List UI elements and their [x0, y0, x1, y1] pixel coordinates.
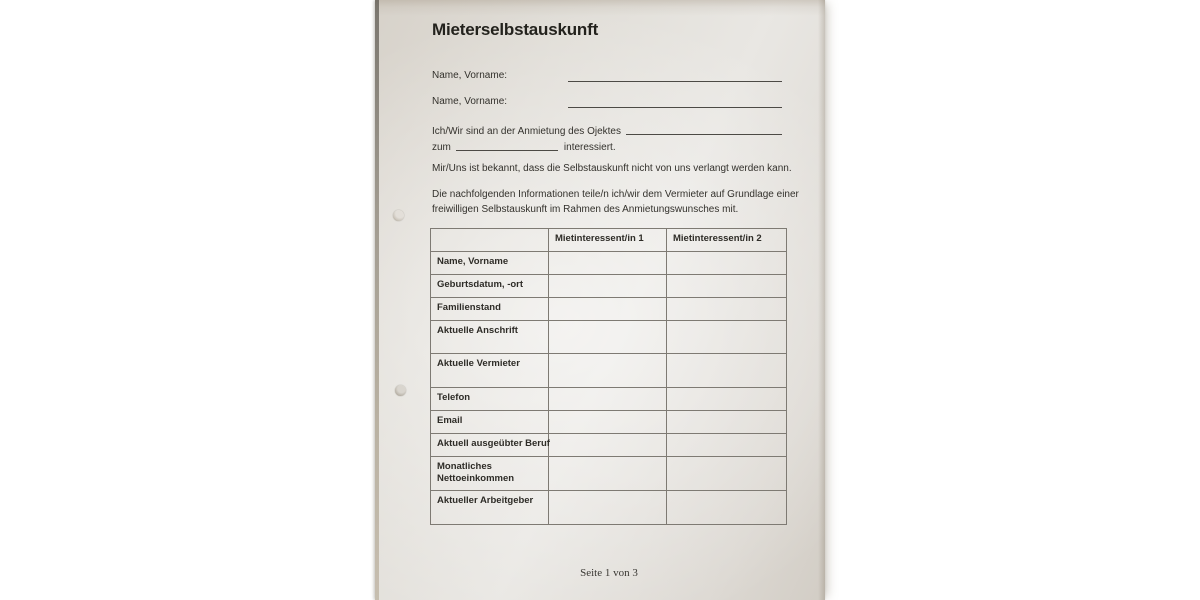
form-title: Mieterselbstauskunft [432, 20, 599, 39]
row-label: Aktuelle Anschrift [431, 321, 549, 354]
row-label: Aktueller Arbeitgeber [431, 491, 549, 525]
punch-hole-bottom [395, 385, 406, 396]
interest-suffix-text: interessiert. [563, 142, 616, 153]
entry-cell [667, 434, 787, 457]
table-row [431, 354, 787, 388]
row-label: Aktuell ausgeübter Beruf [431, 434, 549, 457]
entry-cell [549, 457, 667, 491]
row-label: Geburtsdatum, -ort [431, 275, 549, 298]
entry-cell [549, 275, 667, 298]
zum-text: zum [432, 142, 451, 153]
table-row [431, 457, 787, 491]
name-fill-line-2 [568, 107, 782, 108]
table-row [431, 275, 787, 298]
table-row [431, 434, 787, 457]
entry-cell [667, 388, 787, 411]
tenant-info-table [430, 228, 787, 525]
row-label: Telefon [431, 388, 549, 411]
table-row [431, 252, 787, 275]
table-corner-cell [431, 229, 549, 252]
name-field-label-1: Name, Vorname: [432, 70, 508, 81]
entry-cell [549, 298, 667, 321]
table-row [431, 491, 787, 525]
table-row [431, 321, 787, 354]
page-number: Seite 1 von 3 [580, 567, 638, 579]
object-fill-line [626, 134, 782, 135]
row-label: Name, Vorname [431, 252, 549, 275]
entry-cell [549, 354, 667, 388]
entry-cell [667, 275, 787, 298]
table-body [431, 252, 787, 525]
entry-cell [667, 354, 787, 388]
entry-cell [549, 491, 667, 525]
entry-cell [667, 457, 787, 491]
table-header-row [431, 229, 787, 252]
row-label: Familienstand [431, 298, 549, 321]
entry-cell [549, 411, 667, 434]
entry-cell [549, 434, 667, 457]
punch-hole-top [393, 210, 404, 221]
entry-cell [667, 321, 787, 354]
entry-cell [549, 388, 667, 411]
row-label: Monatliches Nettoeinkommen [431, 457, 549, 491]
entry-cell [667, 491, 787, 525]
interest-prefix-text: Ich/Wir sind an der Anmietung des Ojektes [432, 126, 621, 137]
entry-cell [667, 411, 787, 434]
date-fill-line [456, 150, 558, 151]
photographed-form-page [375, 0, 825, 600]
entry-cell [549, 321, 667, 354]
interest-sentence-line-1 [432, 124, 782, 137]
table-row [431, 411, 787, 434]
entry-cell [667, 252, 787, 275]
table-column-header: Mietinteressent/in 2 [667, 229, 787, 252]
entry-cell [667, 298, 787, 321]
table-row [431, 388, 787, 411]
notice-paragraph: Mir/Uns ist bekannt, dass die Selbstauskunft nicht von uns verlangt werden kann. [432, 163, 792, 174]
row-label: Email [431, 411, 549, 434]
disclosure-paragraph-line-1: Die nachfolgenden Informationen teile/n ich/wir dem Vermieter auf Grundlage einer [432, 189, 799, 200]
interest-sentence-line-2 [432, 140, 782, 153]
table-column-header: Mietinteressent/in 1 [549, 229, 667, 252]
name-field-label-2: Name, Vorname: [432, 96, 508, 107]
row-label: Aktuelle Vermieter [431, 354, 549, 388]
disclosure-paragraph-line-2: freiwilligen Selbstauskunft im Rahmen des Anmietungswunsches mit. [432, 204, 739, 215]
name-fill-line-1 [568, 81, 782, 82]
table-row [431, 298, 787, 321]
entry-cell [549, 252, 667, 275]
